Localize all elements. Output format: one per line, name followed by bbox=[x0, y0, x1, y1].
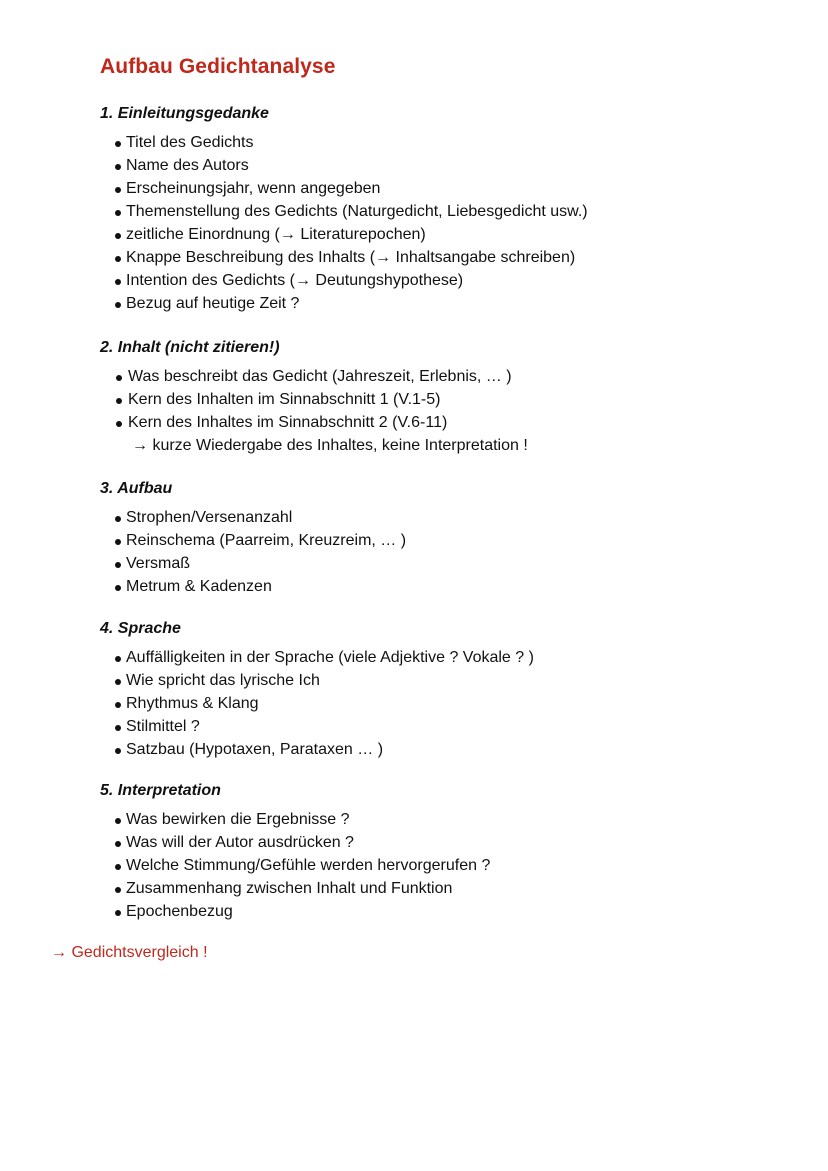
section-aufbau bbox=[100, 478, 406, 598]
list-item: Satzbau (Hypotaxen, Parataxen … ) bbox=[100, 738, 534, 761]
bullet-list bbox=[100, 131, 588, 315]
list-item: Bezug auf heutige Zeit ? bbox=[100, 292, 588, 315]
list-item: Was beschreibt das Gedicht (Jahreszeit, Erlebnis, … ) bbox=[100, 365, 528, 388]
list-item: Was will der Autor ausdrücken ? bbox=[100, 831, 490, 854]
list-item: Versmaß bbox=[100, 552, 406, 575]
list-item: Wie spricht das lyrische Ich bbox=[100, 669, 534, 692]
page-title: Aufbau Gedichtanalyse bbox=[100, 55, 336, 78]
bullet-list bbox=[100, 365, 528, 434]
list-item: Welche Stimmung/Gefühle werden hervorgerufen ? bbox=[100, 854, 490, 877]
list-item: Rhythmus & Klang bbox=[100, 692, 534, 715]
list-item: Strophen/Versenanzahl bbox=[100, 506, 406, 529]
section-interpretation bbox=[100, 780, 490, 923]
list-item: Stilmittel ? bbox=[100, 715, 534, 738]
footer-note: → Gedichtsvergleich ! bbox=[51, 944, 208, 961]
section-sprache bbox=[100, 618, 534, 761]
bullet-list bbox=[100, 506, 406, 598]
section-heading: 1. Einleitungsgedanke bbox=[100, 105, 269, 122]
list-item: Knappe Beschreibung des Inhalts (→ Inhaltsangabe schreiben) bbox=[100, 246, 588, 269]
list-item: Erscheinungsjahr, wenn angegeben bbox=[100, 177, 588, 200]
list-item: Epochenbezug bbox=[100, 900, 490, 923]
list-item: Kern des Inhalten im Sinnabschnitt 1 (V.1-5) bbox=[100, 388, 528, 411]
section-heading: 2. Inhalt (nicht zitieren!) bbox=[100, 339, 280, 356]
section-heading: 4. Sprache bbox=[100, 620, 181, 637]
list-item: Intention des Gedichts (→ Deutungshypothese) bbox=[100, 269, 588, 292]
section-einleitung bbox=[100, 103, 588, 315]
list-item: Kern des Inhaltes im Sinnabschnitt 2 (V.6-11) bbox=[100, 411, 528, 434]
list-item: Name des Autors bbox=[100, 154, 588, 177]
list-item: Themenstellung des Gedichts (Naturgedicht, Liebesgedicht usw.) bbox=[100, 200, 588, 223]
list-item: Titel des Gedichts bbox=[100, 131, 588, 154]
bullet-list bbox=[100, 808, 490, 923]
list-item: Auffälligkeiten in der Sprache (viele Adjektive ? Vokale ? ) bbox=[100, 646, 534, 669]
bullet-list bbox=[100, 646, 534, 761]
list-item: Metrum & Kadenzen bbox=[100, 575, 406, 598]
section-heading: 3. Aufbau bbox=[100, 480, 173, 497]
section-heading: 5. Interpretation bbox=[100, 782, 221, 799]
list-item: Reinschema (Paarreim, Kreuzreim, … ) bbox=[100, 529, 406, 552]
list-item: zeitliche Einordnung (→ Literaturepochen) bbox=[100, 223, 588, 246]
section-inhalt bbox=[100, 337, 528, 457]
list-item: Zusammenhang zwischen Inhalt und Funktion bbox=[100, 877, 490, 900]
list-item: Was bewirken die Ergebnisse ? bbox=[100, 808, 490, 831]
summary-note: → kurze Wiedergabe des Inhaltes, keine Interpretation ! bbox=[132, 437, 528, 454]
